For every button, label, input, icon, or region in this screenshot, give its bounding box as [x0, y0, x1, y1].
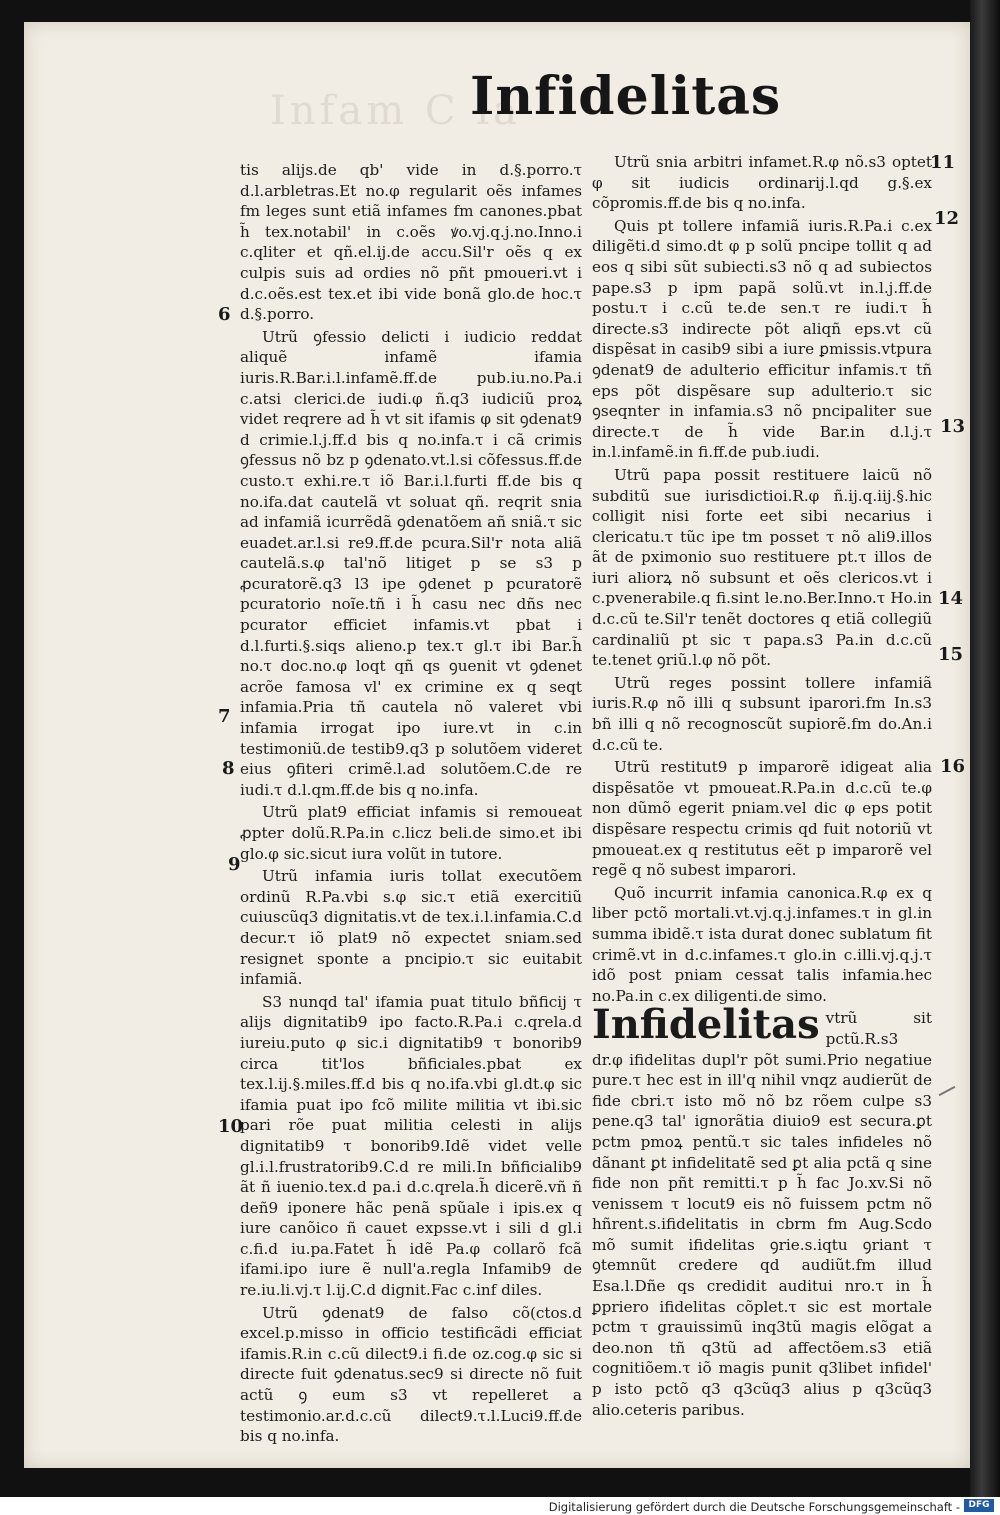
- margin-number-15: 15: [938, 644, 964, 665]
- book-edge: [970, 0, 1000, 1497]
- margin-number-14: 14: [938, 588, 964, 609]
- right-paragraph-6: Quõ incurrit infamia canonica.R.φ ex q liber pctõ mortali.vt.vj.q.j.infames.τ in gl.in summa ibidẽ.τ ista durat donec sublatum fit crimẽ.vt in d.c.infames.τ glo.in c.illi.vj.q.j.τ idõ post pniam cessat talis infamia.hec no.Pa.in c.ex diligenti.de simo.: [592, 883, 932, 1005]
- right-paragraph-1: Utrũ snia arbitri infamet.R.φ nõ.s3 optet φ sit iudicis ordinarij.l.qd g.§.ex cõpromis.ff.de bis q no.infa.: [592, 153, 932, 213]
- left-column: [240, 160, 582, 1449]
- margin-number-7: 7: [218, 706, 231, 727]
- right-paragraph-4: Utrũ reges possint tollere infamiã iuris.R.φ nõ illi q subsunt iparori.fm In.s3 bñ illi q nõ recognoscũt supiorẽ.fm do.An.i d.c.cũ te.: [592, 673, 932, 754]
- left-paragraph-4: Utrũ infamia iuris tollat executõem ordinũ R.Pa.vbi s.φ sic.τ etiã exercitiũ cuiuscũq3 dignitatis.vt de tex.i.l.infamia.C.d decur.τ iõ plat9 nõ expectet sniam.sed resignet sponte a pncipio.τ sic euitabit infamiã.: [240, 867, 582, 989]
- footer-bar: [0, 1497, 1000, 1515]
- left-paragraph-6: Utrũ ꝯdenat9 de falso cõ(ctos.d excel.p.misso in officio testificãdi efficiat ifamis.R.in c.cũ dilect9.i fi.de oz.cog.φ sic si directe fuit ꝯdenatus.sec9 si directe nõ fuit actũ ꝯ eum s3 vt repelleret a testimonio.ar.d.c.cũ dilect9.τ.l.Luci9.ff.de bis q no.infa.: [240, 1303, 582, 1446]
- section-heading-infidelitas: Infidelitas: [592, 1001, 820, 1049]
- margin-number-13: 13: [940, 416, 966, 437]
- margin-number-6: 6: [218, 304, 231, 325]
- left-paragraph-5: S3 nunqd tal' ifamia puat titulo bñficij τ alijs dignitatib9 ipo facto.R.Pa.i c.qrela.d iureiu.puto φ sic.i dignitatib9 τ bonorib9 circa tit'los bñficiales.pbat ex tex.l.ij.§.miles.ff.d bis q no.ifa.vbi gl.dt.φ sic ifamia puat ipo fcõ milite militia vt ibi.sic pari rõe puat militia celesti in alijs dignitatib9 τ bonorib9.Idẽ videt velle gl.i.l.frustratorib9.C.d re mili.In bñficialib9 ãt ñ iuenio.tex.d pa.i d.c.qrela.h̃ dicerẽ.vñ ñ deñ9 iponere hãc penã spũale i ipis.ex q iure canõico ñ cauet expsse.vt i sili d gl.i c.fi.d iu.pa.Fatet h̃ idẽ Pa.φ collarõ fcã ifami.ipo iure ẽ null'a.regla Infamib9 de re.iu.li.vj.τ l.ij.C.d dignit.Fac c.inf diles.: [240, 992, 582, 1300]
- left-paragraph-3: Utrũ plat9 efficiat infamis si remoueat ꝓpter dolũ.R.Pa.in c.licz beli.de simo.et ibi glo.φ sic.sicut iura volũt in tutore.: [240, 803, 582, 863]
- margin-number-11: 11: [930, 152, 956, 173]
- right-paragraph-7-text: vtrũ sit pctũ.R.s3 dr.φ ifidelitas dupl'r põt sumi.Prio negatiue pure.τ hec est in ill'q nihil vnqz audierũt de fide cbri.τ isto mõ nõ bz rõem culpe s3 pene.q3 tal' ignorãtia diuio9 est secura.ꝑt pctm pmoꝝ pentũ.τ sic tales infideles nõ dãnant ꝑt infidelitatẽ sed ꝑt alia pctã q sine fide non pñt remitti.τ p h̃ fac Jo.xv.Si nõ venissem τ locut9 eis nõ fuissem pctm nõ hñrent.s.ifidelitatis in cbrm fm Aug.Scdo mõ sumit ifidelitas ꝯrie.s.iqtu ꝯriant τ ꝯtemnũt credere qd audiũt.fm illud Esa.l.Dñe qs credidit auditui nro.τ in h̃ ꝑpriero ifidelitas cõplet.τ sic est mortale pctm τ grauissimũ inq3tũ magis elõgat a deo.non tñ q3tũ ad affectõem.s3 etiã cognitiõem.τ iõ magis punit q3libet infidel' p isto pctõ q3 q3cũq3 alius p q3cũq3 alio.ceteris paribus.: [592, 1009, 932, 1419]
- left-paragraph-1: tis alijs.de qb' vide in d.§.porro.τ d.l.arbletras.Et no.φ regularit oẽs infames fm leges sunt etiã infames fm canones.pbat h̃ tex.notabil' in c.oẽs ꝟo.vj.q.j.no.Inno.i c.qliter et qñ.el.ij.de accu.Sil'r oẽs q ex culpis suis ad ordies nõ pñt pmoueri.vt i d.c.oẽs.est tex.et ibi vide bonã glo.de hoc.τ d.§.porro.: [240, 161, 582, 324]
- left-paragraph-2: Utrũ ꝯfessio delicti i iudicio reddat aliquẽ infamẽ ifamia iuris.R.Bar.i.l.infamẽ.ff.de pub.iu.no.Pa.i c.atsi clerici.de iudi.φ ñ.q3 iudiciũ proꝝ videt reqrere ad h̃ vt sit ifamis φ sit ꝯdenat9 d crimie.l.j.ff.d bis q no.infa.τ i cã crimis ꝯfessus nõ bz p ꝯdenato.vt.l.si cõfessus.ff.de custo.τ exhi.re.τ iõ Bar.i.l.furti ff.de bis q no.ifa.dat cautelã vt soluat qñ. reqrit snia ad infamiã icurrẽdã ꝯdenatõem añ sniã.τ sic euadet.ar.l.si re9.ff.de pcura.Sil'r nota aliã cautelã.s.φ tal'nõ litiget p se s3 p ꝓcuratorẽ.q3 l3 ipe ꝯdenet p pcuratorẽ pcuratorio noĩe.tñ i h̃ casu nec dñs nec pcurator efficiet infamis.vt pbat i d.l.furti.§.siqs alieno.p tex.τ gl.τ ibi Bar.h̃ no.τ doc.no.φ loqt qñ qs ꝯuenit vt ꝯdenet acrõe famosa vl' ex crimine ex q seqt infamia.Pria tñ cautela nõ valeret vbi infamia irrogat ipo iure.vt in c.in testimoniũ.de testib9.q3 p solutõem videret eius ꝯfiteri crimẽ.l.ad solutõem.C.de re iudi.τ d.l.qm.ff.de bis q no.infa.: [240, 327, 582, 799]
- margin-number-12: 12: [934, 208, 960, 229]
- right-paragraph-7: [592, 1001, 932, 1420]
- footer-credit: Digitalisierung gefördert durch die Deutsche Forschungsgemeinschaft -: [548, 1500, 960, 1514]
- right-paragraph-2: Quis pt tollere infamiã iuris.R.Pa.i c.ex diligẽti.d simo.dt φ p solũ pncipe tollit q ad eos q sibi sũt subiecti.s3 nõ q ad subiectos pape.s3 p ipm papã solũ.vt in.l.j.ff.de postu.τ i c.cũ te.de sen.τ re iudi.τ h̃ directe.s3 indirecte põt aliqñ eps.vt cũ dispẽsat in casib9 sibi a iure ꝑmissis.vtpura ꝯdenat9 de adulterio efficitur infamis.τ tñ eps põt dispẽsare sup adulterio.τ sic ꝯseqnter in infamia.s3 nõ pncipaliter sue directe.τ de h̃ vide Bar.in d.l.j.τ in.l.infamẽ.in fi.ff.de pub.iudi.: [592, 216, 932, 462]
- right-paragraph-5: Utrũ restitut9 p imparorẽ idigeat alia dispẽsatõe vt pmoueat.R.Pa.in d.c.cũ te.φ non dũmõ egerit pniam.vel dic φ eps potit dispẽsare respectu crimis qd fuit notoriũ vt pmoueat.ex q restitutus eẽt p imparorẽ vel regẽ q nõ subest imparori.: [592, 758, 932, 880]
- margin-number-8: 8: [222, 758, 235, 779]
- margin-number-10: 10: [218, 1116, 244, 1137]
- dfg-logo-icon: DFG: [964, 1499, 994, 1512]
- page-title: Infidelitas: [470, 66, 782, 127]
- right-paragraph-3: Utrũ papa possit restituere laicũ nõ subditũ sue iurisdictioi.R.φ ñ.ij.q.iij.§.hic colligit nisi forte eet sibi necarius i clericatu.τ tũc ipe tm posset τ nõ ali9.illos ãt de pximonio suo restituere pt.τ illos de iuri aliorꝝ nõ subsunt et oẽs clericos.vt i c.pvenerabile.q fi.sint le.no.Ber.Inno.τ Ho.in d.c.cũ te.Sil'r tenẽt doctores q etiã collegiũ cardinaliũ pt sic τ papa.s3 Pa.in d.c.cũ te.tenet ꝯriũ.l.φ nõ põt.: [592, 465, 932, 670]
- show-through-heading: Infam C ia: [270, 88, 521, 134]
- margin-number-16: 16: [940, 756, 966, 777]
- margin-number-9: 9: [228, 854, 241, 875]
- right-column: [592, 152, 932, 1422]
